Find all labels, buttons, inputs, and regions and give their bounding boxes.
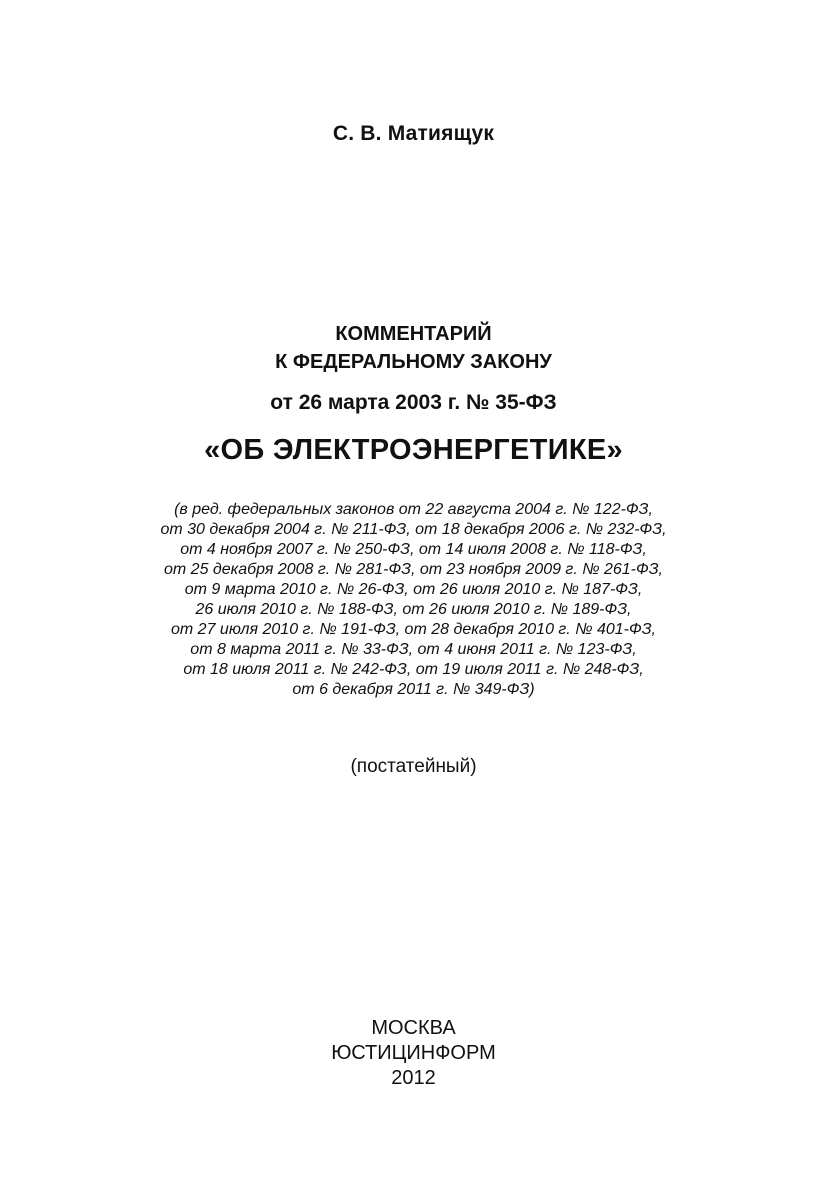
amendments-list [0,500,827,700]
heading-line-1: КОММЕНТАРИЙ [335,323,492,345]
amendment-line: от 6 декабря 2011 г. № 349-ФЗ) [292,681,535,698]
amendment-line: от 4 ноября 2007 г. № 250-ФЗ, от 14 июля 2008 г. № 118-ФЗ, [180,541,647,558]
amendment-line: от 8 марта 2011 г. № 33-ФЗ, от 4 июня 2011 г. № 123-ФЗ, [190,641,637,658]
amendment-line: от 9 марта 2010 г. № 26-ФЗ, от 26 июля 2010 г. № 187-ФЗ, [184,581,643,598]
amendment-line: от 27 июля 2010 г. № 191-ФЗ, от 28 декабря 2010 г. № 401-ФЗ, [171,621,656,638]
imprint-city: МОСКВА [371,1017,456,1039]
commentary-type: (постатейный) [350,756,477,777]
imprint-publisher: ЮСТИЦИНФОРМ [331,1042,496,1064]
amendment-line: от 18 июля 2011 г. № 242-ФЗ, от 19 июля 2011 г. № 248-ФЗ, [183,661,644,678]
law-title: «ОБ ЭЛЕКТРОЭНЕРГЕТИКЕ» [204,434,623,466]
amendment-line: (в ред. федеральных законов от 22 августа 2004 г. № 122-ФЗ, [174,501,653,518]
amendment-line: 26 июля 2010 г. № 188-ФЗ, от 26 июля 2010 г. № 189-ФЗ, [195,601,632,618]
amendment-line: от 30 декабря 2004 г. № 211-ФЗ, от 18 декабря 2006 г. № 232-ФЗ, [160,521,667,538]
amendment-line: от 25 декабря 2008 г. № 281-ФЗ, от 23 ноября 2009 г. № 261-ФЗ, [164,561,663,578]
document-heading [0,320,827,376]
law-date: от 26 марта 2003 г. № 35-ФЗ [270,391,557,414]
imprint [0,1016,827,1091]
author-name: С. В. Матиящук [332,122,495,145]
heading-line-2: К ФЕДЕРАЛЬНОМУ ЗАКОНУ [275,351,552,373]
imprint-year: 2012 [391,1067,436,1089]
